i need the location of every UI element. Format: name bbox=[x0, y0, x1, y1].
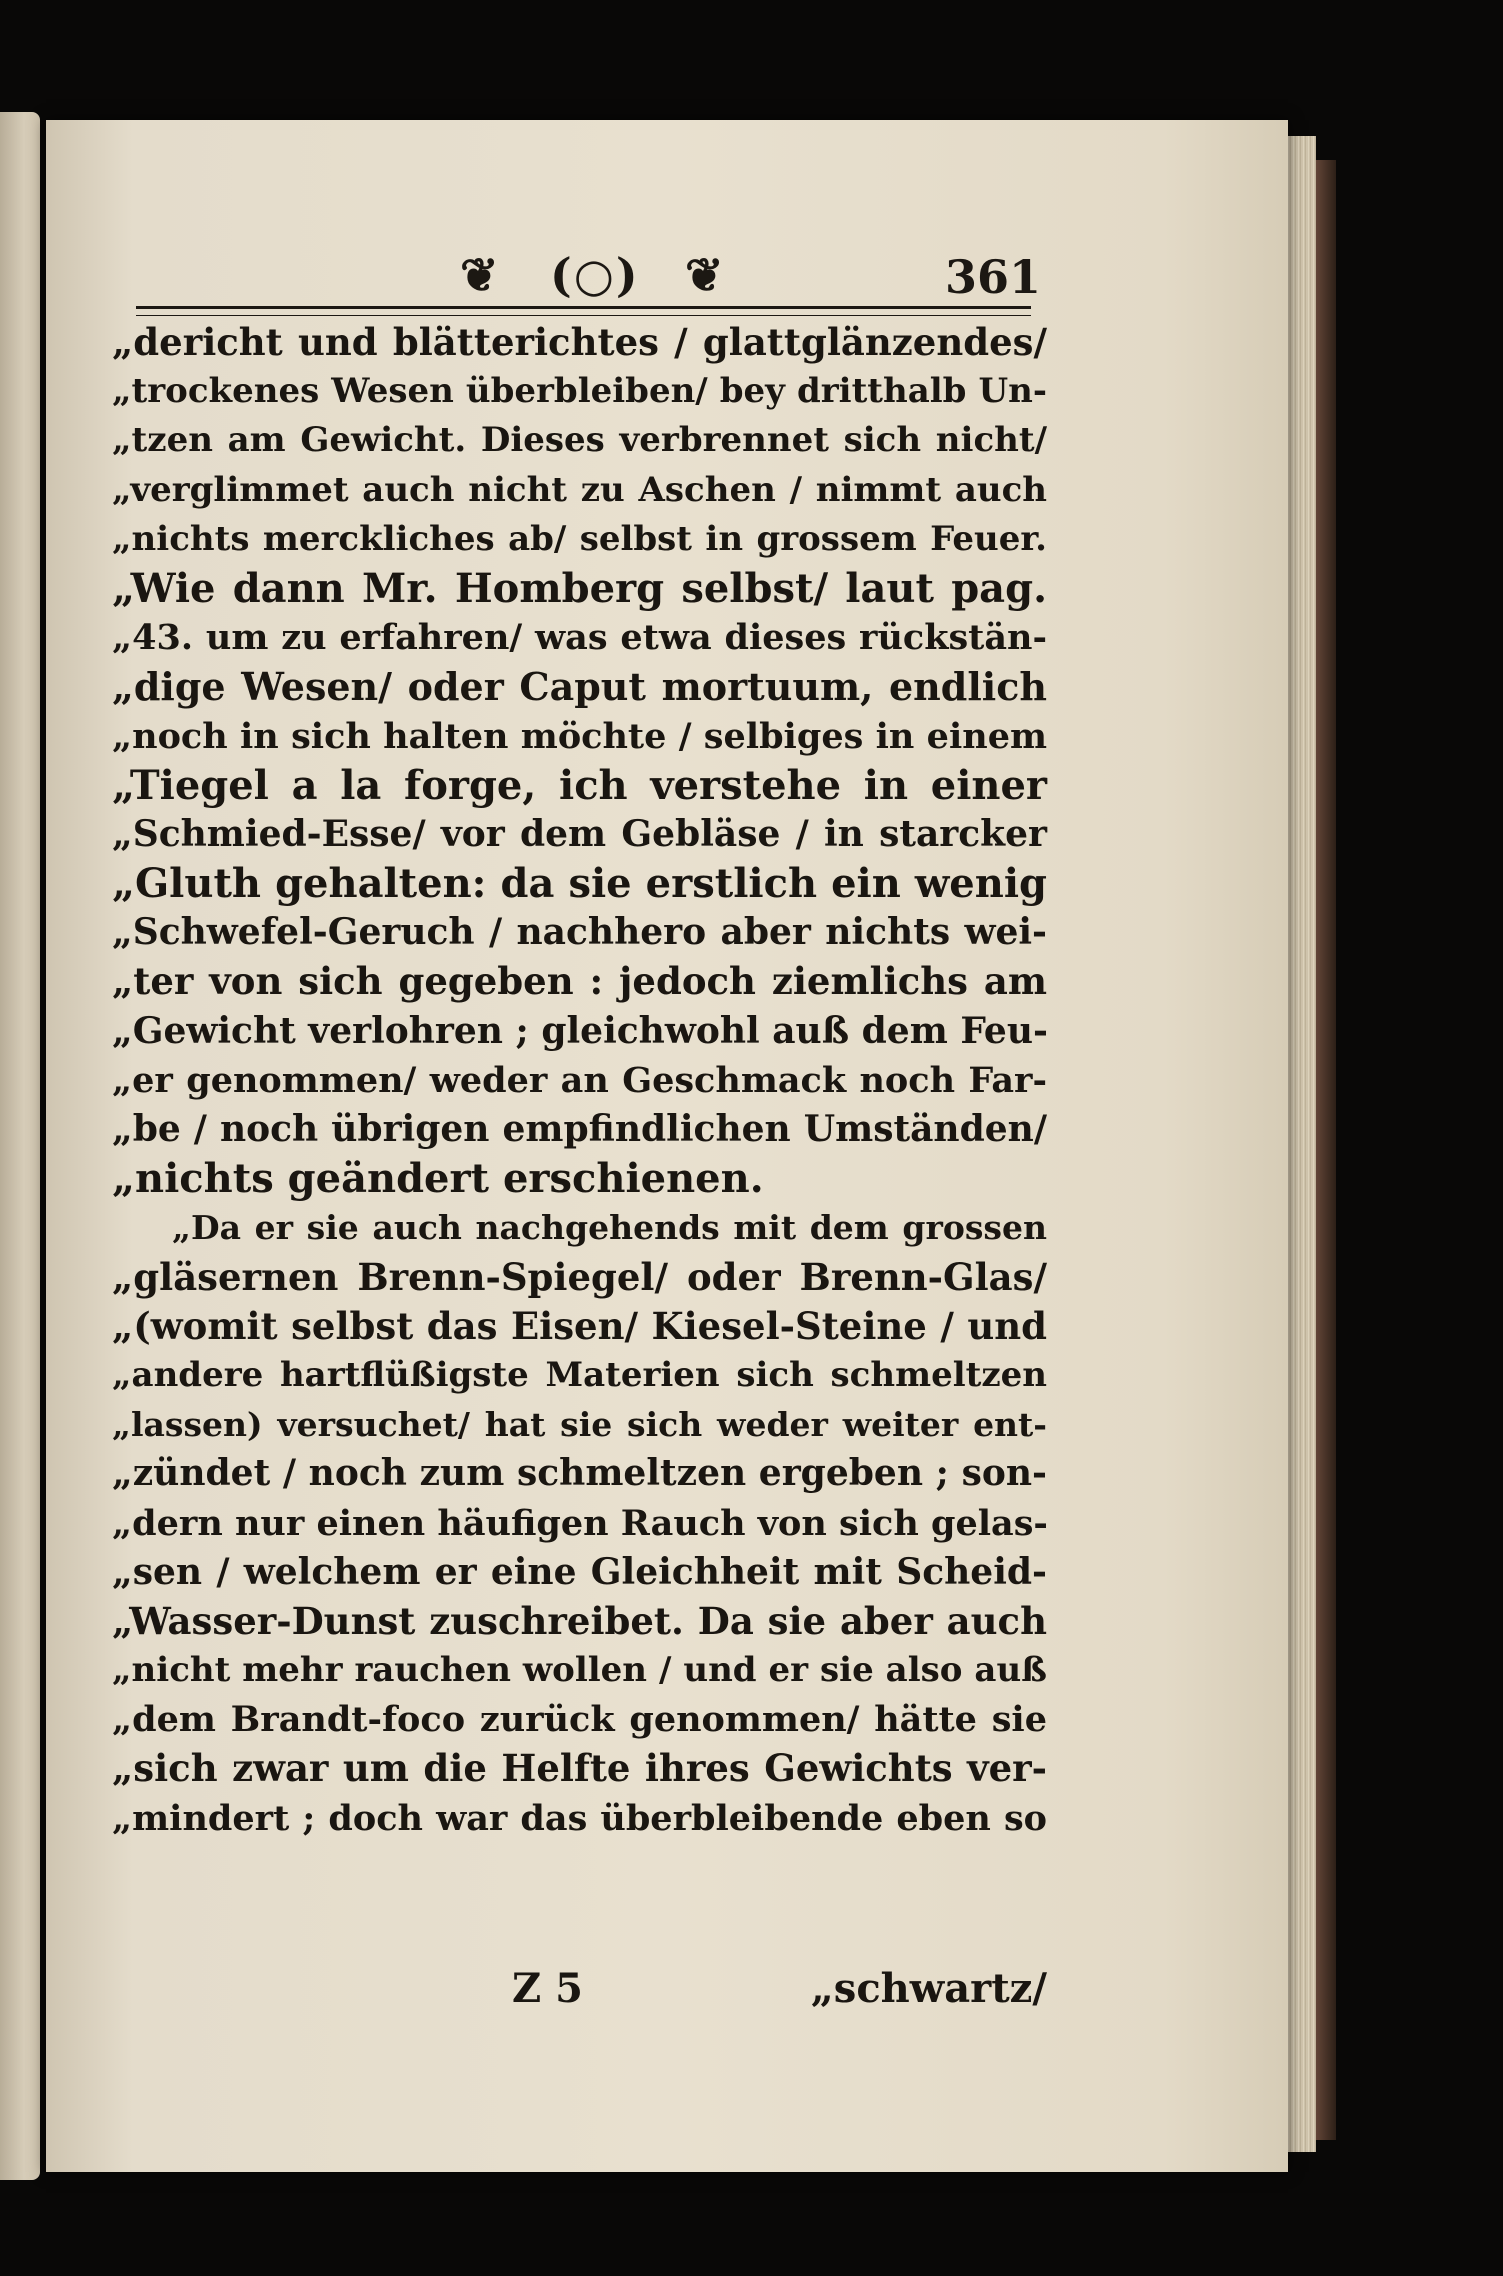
text-line: „nichts merckliches ab/ selbst in grossem Feuer. bbox=[112, 518, 1047, 559]
text-line: „dericht und blätterichtes / glattglänzendes/ bbox=[112, 320, 1047, 364]
ornament-right: ❦ bbox=[685, 248, 726, 302]
text-line: „noch in sich halten möchte / selbiges in einem bbox=[112, 715, 1047, 757]
text-line: „zündet / noch zum schmeltzen ergeben ; son- bbox=[112, 1452, 1047, 1495]
running-head bbox=[400, 248, 1040, 308]
text-line: „verglimmet auch nicht zu Aschen / nimmt auch bbox=[112, 469, 1047, 510]
text-line: „gläsernen Brenn-Spiegel/ oder Brenn-Glas/ bbox=[112, 1254, 1047, 1299]
catchword: „schwartz/ bbox=[810, 1965, 1047, 2012]
text-line: „er genommen/ weder an Geschmack noch Far- bbox=[112, 1059, 1047, 1101]
text-line: „Schmied-Esse/ vor dem Gebläse / in starcker bbox=[112, 812, 1047, 855]
text-line: „sen / welchem er eine Gleichheit mit Scheid- bbox=[112, 1550, 1047, 1593]
text-line: „43. um zu erfahren/ was etwa dieses rückstän- bbox=[112, 617, 1047, 659]
text-line: „nicht mehr rauchen wollen / und er sie also auß bbox=[112, 1650, 1047, 1691]
text-line: „nichts geändert erschienen. bbox=[112, 1155, 764, 1203]
text-line: „Gluth gehalten: da sie erstlich ein wenig bbox=[112, 860, 1047, 908]
text-line: „(womit selbst das Eisen/ Kiesel-Steine / und bbox=[112, 1303, 1047, 1348]
text-line: „Wasser-Dunst zuschreibet. Da sie aber auch bbox=[112, 1598, 1047, 1643]
text-line: „Da er sie auch nachgehends mit dem grossen bbox=[172, 1208, 1047, 1248]
text-line: „mindert ; doch war das überbleibende eben so bbox=[112, 1797, 1047, 1839]
text-line: „trockenes Wesen überbleiben/ bey dritthalb Un- bbox=[112, 371, 1047, 412]
text-line: „be / noch übrigen empfindlichen Umständen/ bbox=[112, 1108, 1047, 1150]
text-line: „Schwefel-Geruch / nachhero aber nichts wei- bbox=[112, 911, 1047, 954]
text-line: „andere hartflüßigste Materien sich schmeltzen bbox=[112, 1354, 1047, 1395]
ornament-center: (○) bbox=[550, 248, 640, 302]
text-line: „Tiegel a la forge, ich verstehe in einer bbox=[112, 761, 1047, 809]
text-line: „Gewicht verlohren ; gleichwohl auß dem Feu- bbox=[112, 1009, 1048, 1052]
text-line: „ter von sich gegeben : jedoch ziemlichs am bbox=[112, 959, 1047, 1004]
text-line: „dern nur einen häufigen Rauch von sich gelas- bbox=[112, 1502, 1048, 1544]
text-line: „lassen) versuchet/ hat sie sich weder weiter ent- bbox=[112, 1405, 1047, 1445]
text-line: „dige Wesen/ oder Caput mortuum, endlich bbox=[112, 664, 1047, 710]
footer-line bbox=[112, 1965, 1047, 2015]
page-number: 361 bbox=[945, 250, 1042, 304]
ornament-left: ❦ bbox=[460, 248, 501, 302]
text-line: „dem Brandt-foco zurück genommen/ hätte sie bbox=[112, 1699, 1047, 1741]
body-text bbox=[112, 318, 1047, 1843]
text-line: „Wie dann Mr. Homberg selbst/ laut pag. bbox=[112, 564, 1047, 612]
signature-mark: Z 5 bbox=[512, 1965, 583, 2012]
text-line: „tzen am Gewicht. Dieses verbrennet sich nicht/ bbox=[112, 420, 1047, 461]
text-line: „sich zwar um die Helfte ihres Gewichts ver- bbox=[112, 1746, 1047, 1791]
header-rule bbox=[136, 306, 1031, 316]
previous-page-edge bbox=[0, 112, 40, 2180]
